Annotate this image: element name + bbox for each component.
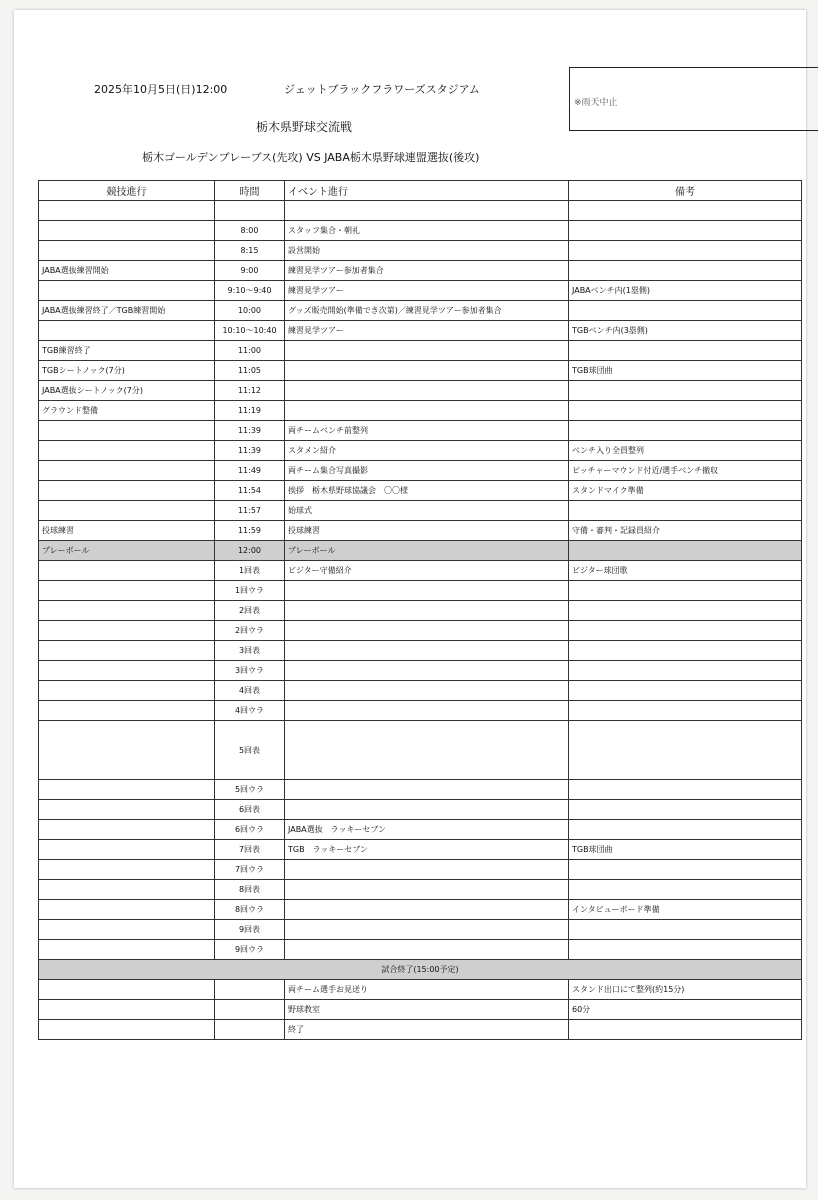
cell-note: TGB球団曲 bbox=[569, 840, 802, 860]
table-row bbox=[39, 481, 802, 501]
table-row bbox=[39, 561, 802, 581]
cell-event bbox=[285, 381, 569, 401]
table-row bbox=[39, 421, 802, 441]
cell-event bbox=[285, 661, 569, 681]
table-row bbox=[39, 900, 802, 920]
cell-note bbox=[569, 421, 802, 441]
cell-note: スタンドマイク準備 bbox=[569, 481, 802, 501]
cell-kyogi: JABA選抜練習終了／TGB練習開始 bbox=[39, 301, 215, 321]
cell-kyogi bbox=[39, 241, 215, 261]
cell-kyogi bbox=[39, 601, 215, 621]
cell-event bbox=[285, 860, 569, 880]
cell-kyogi bbox=[39, 1020, 215, 1040]
cell-note bbox=[569, 581, 802, 601]
cell-event bbox=[285, 681, 569, 701]
cell-note bbox=[569, 1020, 802, 1040]
cell-event bbox=[285, 900, 569, 920]
cell-note bbox=[569, 721, 802, 780]
cell-note: TGBベンチ内(3塁側) bbox=[569, 321, 802, 341]
cell-event: 練習見学ツアー bbox=[285, 321, 569, 341]
cell-time: 4回ウラ bbox=[215, 701, 285, 721]
cell-kyogi bbox=[39, 920, 215, 940]
cell-note bbox=[569, 341, 802, 361]
cell-event: 練習見学ツアー参加者集合 bbox=[285, 261, 569, 281]
cell-time: 11:19 bbox=[215, 401, 285, 421]
cell-event bbox=[285, 401, 569, 421]
cell-time: 6回ウラ bbox=[215, 820, 285, 840]
cell-event bbox=[285, 880, 569, 900]
cell-time: 8回表 bbox=[215, 880, 285, 900]
cell-kyogi bbox=[39, 681, 215, 701]
cell-event: 野球教室 bbox=[285, 1000, 569, 1020]
table-row bbox=[39, 701, 802, 721]
cell-kyogi: プレーボール bbox=[39, 541, 215, 561]
table-row bbox=[39, 281, 802, 301]
cell-note bbox=[569, 261, 802, 281]
cell-note bbox=[569, 860, 802, 880]
table-row bbox=[39, 301, 802, 321]
cell-note bbox=[569, 661, 802, 681]
table-row bbox=[39, 621, 802, 641]
cell-time: 8:00 bbox=[215, 221, 285, 241]
cell-event: 両チーム選手お見送り bbox=[285, 980, 569, 1000]
cell-time: 7回表 bbox=[215, 840, 285, 860]
cell-event bbox=[285, 721, 569, 780]
cell-note bbox=[569, 681, 802, 701]
cell-time bbox=[215, 1000, 285, 1020]
cell-kyogi bbox=[39, 281, 215, 301]
table-row bbox=[39, 221, 802, 241]
cell-kyogi: JABA選抜シートノック(7分) bbox=[39, 381, 215, 401]
cell-time: 1回ウラ bbox=[215, 581, 285, 601]
cell-time: 11:54 bbox=[215, 481, 285, 501]
table-row bbox=[39, 661, 802, 681]
cell-event: 設営開始 bbox=[285, 241, 569, 261]
table-row bbox=[39, 840, 802, 860]
cell-event bbox=[285, 601, 569, 621]
cell-time: 11:12 bbox=[215, 381, 285, 401]
matchup: 栃木ゴールデンブレーブス(先攻) VS JABA栃木県野球連盟選抜(後攻) bbox=[142, 151, 480, 164]
cell-time: 11:59 bbox=[215, 521, 285, 541]
cell-kyogi bbox=[39, 581, 215, 601]
cell-kyogi bbox=[39, 721, 215, 780]
cell-time: 11:57 bbox=[215, 501, 285, 521]
col-header-time: 時間 bbox=[215, 181, 285, 201]
table-row bbox=[39, 681, 802, 701]
cell-kyogi bbox=[39, 421, 215, 441]
cell-kyogi bbox=[39, 940, 215, 960]
cell-kyogi bbox=[39, 860, 215, 880]
cell-note: 60分 bbox=[569, 1000, 802, 1020]
cell-time: 9:00 bbox=[215, 261, 285, 281]
cell-event bbox=[285, 800, 569, 820]
cell-kyogi bbox=[39, 980, 215, 1000]
table-row bbox=[39, 601, 802, 621]
cell-note: インタビューボード準備 bbox=[569, 900, 802, 920]
cell-time: 10:00 bbox=[215, 301, 285, 321]
cell-time: 10:10～10:40 bbox=[215, 321, 285, 341]
cell-event bbox=[285, 940, 569, 960]
cell-time: 2回表 bbox=[215, 601, 285, 621]
header-venue: ジェットブラックフラワーズスタジアム bbox=[284, 83, 480, 96]
cell-event bbox=[285, 701, 569, 721]
cell-time: 11:39 bbox=[215, 421, 285, 441]
cell-note bbox=[569, 880, 802, 900]
table-row bbox=[39, 1000, 802, 1020]
table-row bbox=[39, 721, 802, 780]
cell-time: 8回ウラ bbox=[215, 900, 285, 920]
cell-time: 9:10～9:40 bbox=[215, 281, 285, 301]
cell-note bbox=[569, 301, 802, 321]
cell-time: 11:39 bbox=[215, 441, 285, 461]
cell-kyogi bbox=[39, 880, 215, 900]
cell-kyogi bbox=[39, 800, 215, 820]
game-end-row bbox=[39, 960, 802, 980]
table-row bbox=[39, 780, 802, 800]
cell-time bbox=[215, 201, 285, 221]
cell-time: 7回ウラ bbox=[215, 860, 285, 880]
cell-note: ピッチャーマウンド付近/選手ベンチ撤収 bbox=[569, 461, 802, 481]
cell-note bbox=[569, 381, 802, 401]
cell-event: 練習見学ツアー bbox=[285, 281, 569, 301]
cell-kyogi: JABA選抜練習開始 bbox=[39, 261, 215, 281]
table-row bbox=[39, 381, 802, 401]
cell-kyogi: TGBシートノック(7分) bbox=[39, 361, 215, 381]
cell-kyogi: 投球練習 bbox=[39, 521, 215, 541]
cell-kyogi bbox=[39, 561, 215, 581]
cell-note bbox=[569, 800, 802, 820]
cell-event bbox=[285, 581, 569, 601]
table-row bbox=[39, 541, 802, 561]
cell-kyogi bbox=[39, 321, 215, 341]
table-row bbox=[39, 800, 802, 820]
cell-kyogi bbox=[39, 481, 215, 501]
cell-kyogi bbox=[39, 780, 215, 800]
table-row bbox=[39, 201, 802, 221]
cell-kyogi bbox=[39, 840, 215, 860]
cell-kyogi bbox=[39, 221, 215, 241]
cell-note: JABAベンチ内(1塁側) bbox=[569, 281, 802, 301]
event-title: 栃木県野球交流戦 bbox=[256, 120, 353, 134]
table-row bbox=[39, 321, 802, 341]
cell-event: スタメン紹介 bbox=[285, 441, 569, 461]
cell-time: 5回ウラ bbox=[215, 780, 285, 800]
cell-time: 4回表 bbox=[215, 681, 285, 701]
cell-note: 守備・審判・記録員紹介 bbox=[569, 521, 802, 541]
cell-kyogi bbox=[39, 461, 215, 481]
table-row bbox=[39, 441, 802, 461]
table-row bbox=[39, 361, 802, 381]
header-datetime: 2025年10月5日(日)12:00 bbox=[94, 83, 228, 96]
cell-time: 9回表 bbox=[215, 920, 285, 940]
cell-event: 挨拶 栃木県野球協議会 〇〇様 bbox=[285, 481, 569, 501]
cell-event: ビジター守備紹介 bbox=[285, 561, 569, 581]
cell-event: 両チーム集合写真撮影 bbox=[285, 461, 569, 481]
cell-event bbox=[285, 641, 569, 661]
cell-event: プレーボール bbox=[285, 541, 569, 561]
cell-time: 11:00 bbox=[215, 341, 285, 361]
cell-note bbox=[569, 241, 802, 261]
table-row bbox=[39, 461, 802, 481]
cell-time: 11:05 bbox=[215, 361, 285, 381]
cell-note bbox=[569, 940, 802, 960]
cell-note bbox=[569, 641, 802, 661]
cell-event: 投球練習 bbox=[285, 521, 569, 541]
cell-event: グッズ販売開始(準備でき次第)／練習見学ツアー参加者集合 bbox=[285, 301, 569, 321]
cell-note bbox=[569, 920, 802, 940]
cell-event: JABA選抜 ラッキーセブン bbox=[285, 820, 569, 840]
cell-note bbox=[569, 541, 802, 561]
cell-note: ビジター球団歌 bbox=[569, 561, 802, 581]
cell-note bbox=[569, 701, 802, 721]
cell-time: 8:15 bbox=[215, 241, 285, 261]
cell-kyogi bbox=[39, 441, 215, 461]
schedule-table bbox=[38, 180, 802, 1040]
cell-note bbox=[569, 820, 802, 840]
table-row bbox=[39, 241, 802, 261]
cell-event: TGB ラッキーセブン bbox=[285, 840, 569, 860]
cell-event bbox=[285, 780, 569, 800]
cell-note bbox=[569, 621, 802, 641]
cell-time bbox=[215, 980, 285, 1000]
cell-kyogi bbox=[39, 641, 215, 661]
table-row bbox=[39, 820, 802, 840]
table-row bbox=[39, 641, 802, 661]
table-row bbox=[39, 261, 802, 281]
cell-kyogi bbox=[39, 1000, 215, 1020]
cell-note: ベンチ入り全員整列 bbox=[569, 441, 802, 461]
cell-kyogi: グラウンド整備 bbox=[39, 401, 215, 421]
table-header-row bbox=[39, 181, 802, 201]
cell-event: 終了 bbox=[285, 1020, 569, 1040]
cell-event: スタッフ集合・朝礼 bbox=[285, 221, 569, 241]
cell-note bbox=[569, 501, 802, 521]
cell-event bbox=[285, 361, 569, 381]
cell-event: 始球式 bbox=[285, 501, 569, 521]
cell-time: 11:49 bbox=[215, 461, 285, 481]
cell-note: スタンド出口にて整列(約15分) bbox=[569, 980, 802, 1000]
cell-time: 12:00 bbox=[215, 541, 285, 561]
cell-time bbox=[215, 1020, 285, 1040]
table-row bbox=[39, 920, 802, 940]
cell-note bbox=[569, 601, 802, 621]
table-row bbox=[39, 980, 802, 1000]
rain-note-box bbox=[569, 67, 818, 131]
cell-kyogi bbox=[39, 661, 215, 681]
cell-kyogi bbox=[39, 820, 215, 840]
cell-time: 9回ウラ bbox=[215, 940, 285, 960]
cell-event bbox=[285, 201, 569, 221]
schedule-sheet bbox=[14, 10, 806, 1188]
cell-event bbox=[285, 341, 569, 361]
cell-time: 3回ウラ bbox=[215, 661, 285, 681]
cell-time: 5回表 bbox=[215, 721, 285, 780]
col-header-kyogi: 競技進行 bbox=[39, 181, 215, 201]
cell-time: 1回表 bbox=[215, 561, 285, 581]
cell-note: TGB球団曲 bbox=[569, 361, 802, 381]
cell-event bbox=[285, 621, 569, 641]
schedule-body bbox=[39, 201, 802, 1040]
table-row bbox=[39, 860, 802, 880]
cell-kyogi: TGB練習終了 bbox=[39, 341, 215, 361]
table-row bbox=[39, 1020, 802, 1040]
table-row bbox=[39, 940, 802, 960]
table-row bbox=[39, 401, 802, 421]
cell-note bbox=[569, 201, 802, 221]
cell-note bbox=[569, 221, 802, 241]
col-header-event: イベント進行 bbox=[285, 181, 569, 201]
cell-kyogi bbox=[39, 900, 215, 920]
table-row bbox=[39, 521, 802, 541]
cell-kyogi bbox=[39, 701, 215, 721]
col-header-note: 備考 bbox=[569, 181, 802, 201]
table-row bbox=[39, 341, 802, 361]
cell-kyogi bbox=[39, 501, 215, 521]
table-row bbox=[39, 880, 802, 900]
cell-time: 2回ウラ bbox=[215, 621, 285, 641]
cell-kyogi bbox=[39, 201, 215, 221]
game-end-label: 試合終了(15:00予定) bbox=[39, 960, 802, 980]
cell-time: 6回表 bbox=[215, 800, 285, 820]
table-row bbox=[39, 501, 802, 521]
cell-kyogi bbox=[39, 621, 215, 641]
table-row bbox=[39, 581, 802, 601]
cell-event: 両チームベンチ前整列 bbox=[285, 421, 569, 441]
cell-event bbox=[285, 920, 569, 940]
rain-note: ※雨天中止 bbox=[574, 98, 618, 108]
cell-note bbox=[569, 401, 802, 421]
cell-time: 3回表 bbox=[215, 641, 285, 661]
cell-note bbox=[569, 780, 802, 800]
